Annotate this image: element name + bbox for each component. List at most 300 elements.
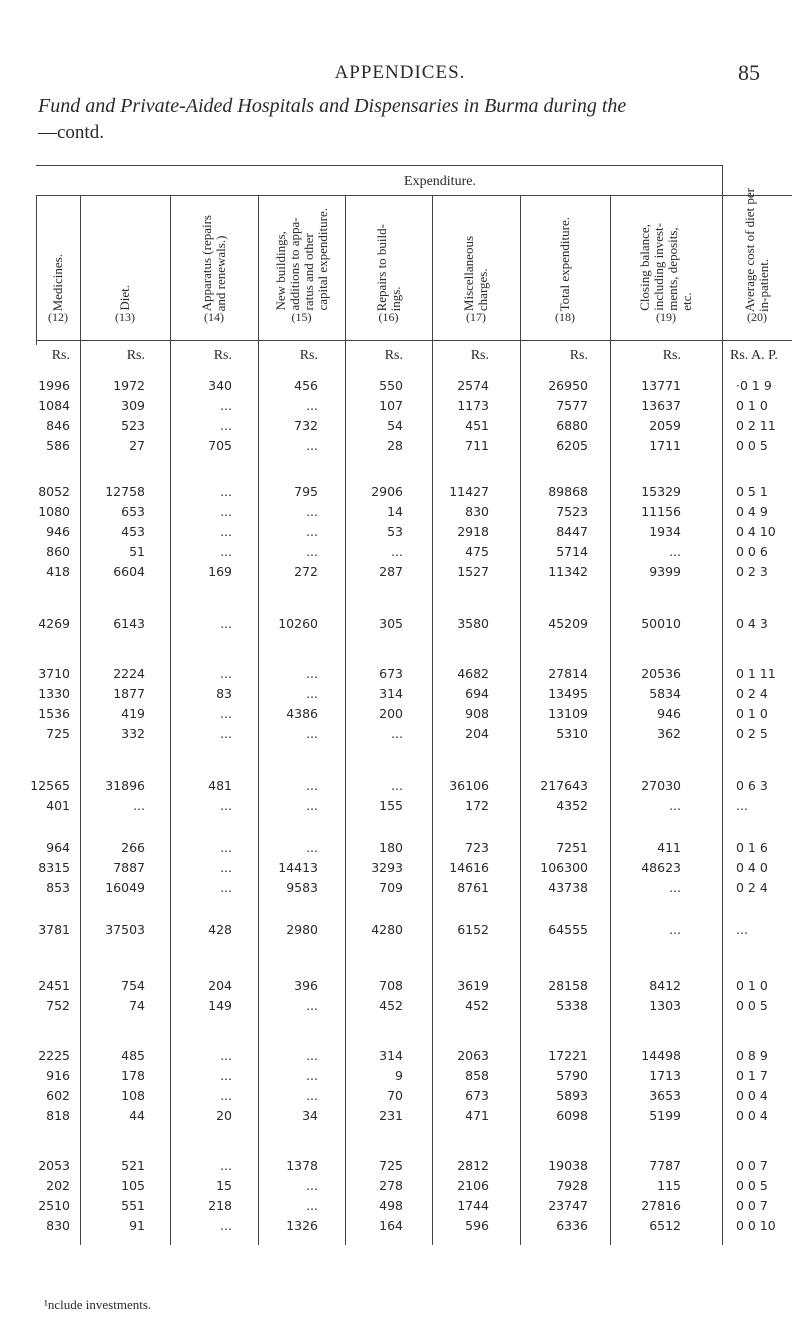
table-cell: 23747 — [548, 1198, 588, 1213]
average-diet-cost: 0 1 11 — [736, 666, 776, 681]
table-cell: 28158 — [548, 978, 588, 993]
column-heading-label: Repairs to build- ings. — [373, 223, 403, 311]
table-cell: 1877 — [113, 686, 145, 701]
table-cell: 27030 — [641, 778, 681, 793]
table-cell: 5790 — [556, 1068, 588, 1083]
table-cell: 14413 — [278, 860, 318, 875]
table-cell: 4269 — [38, 616, 70, 631]
table-cell: 6880 — [556, 418, 588, 433]
table-cell: ... — [220, 398, 232, 413]
table-cell: 217643 — [540, 778, 588, 793]
column-heading-label: Apparatus (repairs and renewals.) — [199, 214, 228, 311]
table-cell: 13495 — [548, 686, 588, 701]
column-heading-label: Miscellaneous charges. — [461, 235, 490, 311]
column-heading-13 — [80, 196, 170, 311]
table-cell: 1713 — [649, 1068, 681, 1083]
table-cell: 401 — [46, 798, 70, 813]
average-diet-cost: 0 0 10 — [736, 1218, 776, 1233]
table-cell: ... — [306, 726, 318, 741]
unit-label: Rs. A. P. — [730, 348, 778, 363]
table-cell: 946 — [46, 524, 70, 539]
table-cell: 15 — [216, 1178, 232, 1193]
table-cell: 475 — [465, 544, 489, 559]
table-cell: 231 — [379, 1108, 403, 1123]
table-cell: 108 — [121, 1088, 145, 1103]
table-cell: 107 — [379, 398, 403, 413]
average-diet-cost: 0 0 5 — [736, 438, 768, 453]
column-heading-label: Diet. — [117, 285, 132, 311]
table-cell: 172 — [465, 798, 489, 813]
average-diet-cost: 0 1 6 — [736, 840, 768, 855]
table-cell: 74 — [129, 998, 145, 1013]
average-diet-cost: 0 0 5 — [736, 1178, 768, 1193]
table-cell: 45209 — [548, 616, 588, 631]
table-cell: 169 — [208, 564, 232, 579]
table-cell: 1173 — [457, 398, 489, 413]
column-number: (12) — [48, 310, 68, 324]
table-cell: 1378 — [286, 1158, 318, 1173]
table-cell: ... — [391, 544, 403, 559]
column-number: (13) — [115, 310, 135, 324]
average-diet-cost: 0 1 7 — [736, 1068, 768, 1083]
table-cell: ... — [220, 860, 232, 875]
table-cell: 309 — [121, 398, 145, 413]
table-cell: ... — [220, 616, 232, 631]
table-cell: ... — [220, 524, 232, 539]
table-cell: 908 — [465, 706, 489, 721]
column-number: (19) — [656, 310, 676, 324]
table-cell: 105 — [121, 1178, 145, 1193]
table-cell: ... — [306, 504, 318, 519]
table-cell: 8447 — [556, 524, 588, 539]
table-cell: 4386 — [286, 706, 318, 721]
average-diet-cost: 0 2 11 — [736, 418, 776, 433]
table-title-continued: —contd. — [38, 122, 104, 143]
column-heading-label: Total expenditure. — [557, 216, 572, 311]
table-cell: 596 — [465, 1218, 489, 1233]
table-cell: 694 — [465, 686, 489, 701]
column-number: (18) — [555, 310, 575, 324]
table-cell: 115 — [657, 1178, 681, 1193]
column-divider — [722, 165, 723, 1245]
table-cell: 272 — [294, 564, 318, 579]
average-diet-cost: 0 4 9 — [736, 504, 768, 519]
average-diet-cost: 0 0 6 — [736, 544, 768, 559]
table-cell: 6152 — [457, 922, 489, 937]
table-cell: 180 — [379, 840, 403, 855]
table-cell: 27816 — [641, 1198, 681, 1213]
table-cell: 14498 — [641, 1048, 681, 1063]
table-cell: 12565 — [30, 778, 70, 793]
table-cell: 1744 — [457, 1198, 489, 1213]
table-cell: 266 — [121, 840, 145, 855]
table-cell: 53 — [387, 524, 403, 539]
column-heading-label: Medicines. — [50, 253, 65, 311]
table-cell: 456 — [294, 378, 318, 393]
table-cell: 1711 — [649, 438, 681, 453]
table-cell: 37503 — [105, 922, 145, 937]
table-cell: 725 — [379, 1158, 403, 1173]
column-heading-19 — [610, 196, 722, 311]
table-cell: 11156 — [641, 504, 681, 519]
table-cell: ... — [220, 1218, 232, 1233]
table-cell: 4682 — [457, 666, 489, 681]
column-heading-16 — [345, 196, 432, 311]
table-cell: 2053 — [38, 1158, 70, 1173]
table-cell: ... — [220, 666, 232, 681]
table-cell: 2106 — [457, 1178, 489, 1193]
table-cell: 1080 — [38, 504, 70, 519]
table-cell: ... — [220, 1048, 232, 1063]
page-number: 85 — [738, 60, 760, 85]
table-cell: 27 — [129, 438, 145, 453]
table-cell: 723 — [465, 840, 489, 855]
average-diet-cost: 0 4 3 — [736, 616, 768, 631]
average-diet-cost: 0 2 3 — [736, 564, 768, 579]
column-number: (16) — [378, 310, 399, 324]
column-heading-14 — [170, 196, 258, 311]
table-cell: ... — [306, 840, 318, 855]
table-cell: ... — [306, 1088, 318, 1103]
table-cell: ... — [220, 1088, 232, 1103]
average-diet-cost: 0 0 7 — [736, 1198, 768, 1213]
table-cell: ... — [306, 1068, 318, 1083]
table-cell: 732 — [294, 418, 318, 433]
average-diet-cost: 0 1 0 — [736, 398, 768, 413]
table-cell: 3781 — [38, 922, 70, 937]
average-diet-cost: 0 0 7 — [736, 1158, 768, 1173]
table-cell: 396 — [294, 978, 318, 993]
table-cell: 725 — [46, 726, 70, 741]
table-cell: ... — [220, 1068, 232, 1083]
table-cell: 9 — [395, 1068, 403, 1083]
average-diet-cost: 0 5 1 — [736, 484, 768, 499]
table-cell: 481 — [208, 778, 232, 793]
column-number: (17) — [466, 310, 486, 324]
average-diet-cost: 0 8 9 — [736, 1048, 768, 1063]
table-cell: ... — [220, 880, 232, 895]
table-cell: 853 — [46, 880, 70, 895]
table-cell: 858 — [465, 1068, 489, 1083]
table-cell: 5834 — [649, 686, 681, 701]
table-cell: 2906 — [371, 484, 403, 499]
unit-label: Rs. — [299, 348, 318, 363]
table-cell: 15329 — [641, 484, 681, 499]
table-cell: 36106 — [449, 778, 489, 793]
table-rule — [36, 340, 792, 341]
column-number: (15) — [291, 310, 312, 324]
table-cell: 754 — [121, 978, 145, 993]
table-cell: 6098 — [556, 1108, 588, 1123]
table-cell: 7523 — [556, 504, 588, 519]
table-cell: ... — [220, 1158, 232, 1173]
expenditure-header: Expenditure. — [404, 174, 476, 189]
unit-label: Rs. — [126, 348, 145, 363]
table-cell: 551 — [121, 1198, 145, 1213]
table-cell: ... — [306, 398, 318, 413]
table-cell: ... — [669, 880, 681, 895]
column-heading-18 — [520, 196, 610, 311]
table-cell: 178 — [121, 1068, 145, 1083]
table-cell: 7787 — [649, 1158, 681, 1173]
column-number: (14) — [204, 310, 224, 324]
table-cell: 485 — [121, 1048, 145, 1063]
unit-label: Rs. — [213, 348, 232, 363]
table-cell: 498 — [379, 1198, 403, 1213]
table-cell: 14 — [387, 504, 403, 519]
table-cell: 860 — [46, 544, 70, 559]
table-cell: 27814 — [548, 666, 588, 681]
table-cell: ... — [306, 438, 318, 453]
table-cell: 340 — [208, 378, 232, 393]
table-cell: 6143 — [113, 616, 145, 631]
table-cell: ... — [669, 798, 681, 813]
table-cell: ... — [306, 524, 318, 539]
table-cell: ... — [220, 798, 232, 813]
table-cell: 818 — [46, 1108, 70, 1123]
table-cell: 673 — [379, 666, 403, 681]
table-cell: 106300 — [540, 860, 588, 875]
table-cell: 7577 — [556, 398, 588, 413]
table-cell: ... — [306, 544, 318, 559]
table-cell: 2980 — [286, 922, 318, 937]
table-cell: ... — [220, 726, 232, 741]
table-cell: 1303 — [649, 998, 681, 1013]
table-cell: 91 — [129, 1218, 145, 1233]
table-cell: 314 — [379, 686, 403, 701]
column-number: (20) — [747, 310, 767, 324]
table-cell: 34 — [302, 1108, 318, 1123]
column-heading-12 — [36, 196, 80, 311]
table-cell: 28 — [387, 438, 403, 453]
average-diet-cost: 0 1 0 — [736, 706, 768, 721]
table-cell: ... — [306, 798, 318, 813]
table-cell: 20 — [216, 1108, 232, 1123]
average-diet-cost: 0 4 0 — [736, 860, 768, 875]
table-cell: 946 — [657, 706, 681, 721]
table-cell: 711 — [465, 438, 489, 453]
table-cell: 2225 — [38, 1048, 70, 1063]
table-cell: 2812 — [457, 1158, 489, 1173]
average-diet-cost: 0 0 4 — [736, 1108, 768, 1123]
table-cell: 204 — [465, 726, 489, 741]
table-cell: 11427 — [449, 484, 489, 499]
table-cell: 9583 — [286, 880, 318, 895]
table-cell: 43738 — [548, 880, 588, 895]
table-cell: ... — [391, 726, 403, 741]
table-cell: 523 — [121, 418, 145, 433]
table-cell: 471 — [465, 1108, 489, 1123]
table-cell: 1972 — [113, 378, 145, 393]
table-cell: 200 — [379, 706, 403, 721]
table-cell: 362 — [657, 726, 681, 741]
table-cell: 795 — [294, 484, 318, 499]
table-cell: 3619 — [457, 978, 489, 993]
table-cell: 653 — [121, 504, 145, 519]
table-cell: 89868 — [548, 484, 588, 499]
unit-label: Rs. — [384, 348, 403, 363]
table-cell: 2224 — [113, 666, 145, 681]
table-cell: 752 — [46, 998, 70, 1013]
table-cell: 3710 — [38, 666, 70, 681]
average-diet-cost: 0 6 3 — [736, 778, 768, 793]
table-cell: ... — [220, 484, 232, 499]
table-cell: ... — [391, 778, 403, 793]
table-cell: 1934 — [649, 524, 681, 539]
table-cell: 418 — [46, 564, 70, 579]
table-cell: 50010 — [641, 616, 681, 631]
running-head: APPENDICES. — [334, 62, 466, 83]
average-diet-cost: 0 2 5 — [736, 726, 768, 741]
table-cell: 19038 — [548, 1158, 588, 1173]
table-cell: 8761 — [457, 880, 489, 895]
table-cell: 5714 — [556, 544, 588, 559]
table-cell: 2574 — [457, 378, 489, 393]
table-cell: 70 — [387, 1088, 403, 1103]
average-diet-cost: 0 2 4 — [736, 880, 768, 895]
table-cell: 1330 — [38, 686, 70, 701]
table-cell: 1996 — [38, 378, 70, 393]
table-cell: 5199 — [649, 1108, 681, 1123]
table-cell: 673 — [465, 1088, 489, 1103]
table-cell: 8315 — [38, 860, 70, 875]
table-cell: 278 — [379, 1178, 403, 1193]
table-cell: 305 — [379, 616, 403, 631]
table-cell: 3580 — [457, 616, 489, 631]
table-cell: 2510 — [38, 1198, 70, 1213]
table-cell: 83 — [216, 686, 232, 701]
table-cell: ... — [306, 666, 318, 681]
footnote: ¹nclude investments. — [44, 1297, 152, 1312]
table-cell: 11342 — [548, 564, 588, 579]
table-cell: 7251 — [556, 840, 588, 855]
table-cell: 48623 — [641, 860, 681, 875]
table-cell: 2451 — [38, 978, 70, 993]
column-heading-label: Average cost of diet per in-patient. — [742, 188, 771, 312]
table-cell: ... — [306, 686, 318, 701]
table-cell: 6512 — [649, 1218, 681, 1233]
table-cell: 13109 — [548, 706, 588, 721]
table-cell: 7887 — [113, 860, 145, 875]
table-cell: 1084 — [38, 398, 70, 413]
table-cell: ... — [220, 544, 232, 559]
table-cell: 2059 — [649, 418, 681, 433]
average-diet-cost: 0 4 10 — [736, 524, 776, 539]
table-cell: 14616 — [449, 860, 489, 875]
table-cell: 6604 — [113, 564, 145, 579]
table-cell: 149 — [208, 998, 232, 1013]
table-cell: ... — [220, 840, 232, 855]
table-cell: 586 — [46, 438, 70, 453]
table-cell: 411 — [657, 840, 681, 855]
column-heading-15 — [258, 196, 345, 311]
table-cell: 453 — [121, 524, 145, 539]
table-cell: ... — [306, 1048, 318, 1063]
table-cell: 64555 — [548, 922, 588, 937]
table-cell: 7928 — [556, 1178, 588, 1193]
table-cell: 8052 — [38, 484, 70, 499]
table-cell: 846 — [46, 418, 70, 433]
table-cell: 830 — [46, 1218, 70, 1233]
table-cell: 10260 — [278, 616, 318, 631]
table-cell: 17221 — [548, 1048, 588, 1063]
average-diet-cost: 0 1 0 — [736, 978, 768, 993]
table-cell: 3653 — [649, 1088, 681, 1103]
column-heading-label: New buildings, additions to appa- ratus and other capital expenditure. — [272, 208, 330, 311]
table-cell: 830 — [465, 504, 489, 519]
table-cell: 916 — [46, 1068, 70, 1083]
table-cell: 4280 — [371, 922, 403, 937]
table-cell: 709 — [379, 880, 403, 895]
table-cell: 54 — [387, 418, 403, 433]
table-cell: ... — [306, 1178, 318, 1193]
table-cell: ... — [133, 798, 145, 813]
table-cell: 13771 — [641, 378, 681, 393]
table-cell: 204 — [208, 978, 232, 993]
average-diet-cost: ... — [736, 798, 748, 813]
table-cell: ... — [220, 706, 232, 721]
table-cell: 26950 — [548, 378, 588, 393]
table-cell: 705 — [208, 438, 232, 453]
column-heading-20 — [722, 172, 792, 312]
table-cell: 602 — [46, 1088, 70, 1103]
unit-label: Rs. — [662, 348, 681, 363]
table-cell: ... — [220, 418, 232, 433]
table-cell: 5310 — [556, 726, 588, 741]
table-cell: ... — [306, 998, 318, 1013]
table-cell: 2918 — [457, 524, 489, 539]
table-cell: 451 — [465, 418, 489, 433]
table-cell: 332 — [121, 726, 145, 741]
table-cell: 12758 — [105, 484, 145, 499]
unit-label: Rs. — [470, 348, 489, 363]
table-cell: 550 — [379, 378, 403, 393]
table-top-rule — [36, 165, 722, 166]
table-cell: 16049 — [105, 880, 145, 895]
table-cell: ... — [306, 778, 318, 793]
table-cell: 8412 — [649, 978, 681, 993]
table-cell: 452 — [379, 998, 403, 1013]
column-heading-label: Closing balance, including invest- ments, deposits, etc. — [637, 223, 694, 311]
average-diet-cost: 0 2 4 — [736, 686, 768, 701]
table-cell: 1527 — [457, 564, 489, 579]
average-diet-cost: ·0 1 9 — [736, 378, 772, 393]
table-cell: 419 — [121, 706, 145, 721]
unit-label: Rs. — [51, 348, 70, 363]
table-cell: 287 — [379, 564, 403, 579]
table-cell: 164 — [379, 1218, 403, 1233]
table-cell: 6205 — [556, 438, 588, 453]
table-cell: ... — [306, 1198, 318, 1213]
table-cell: 521 — [121, 1158, 145, 1173]
table-cell: 1536 — [38, 706, 70, 721]
table-cell: 708 — [379, 978, 403, 993]
average-diet-cost: ... — [736, 922, 748, 937]
table-cell: 51 — [129, 544, 145, 559]
average-diet-cost: 0 0 4 — [736, 1088, 768, 1103]
table-cell: 6336 — [556, 1218, 588, 1233]
table-cell: 9399 — [649, 564, 681, 579]
table-cell: 3293 — [371, 860, 403, 875]
table-cell: 4352 — [556, 798, 588, 813]
table-cell: 314 — [379, 1048, 403, 1063]
table-cell: 5893 — [556, 1088, 588, 1103]
table-cell: 31896 — [105, 778, 145, 793]
table-cell: ... — [669, 922, 681, 937]
table-cell: 202 — [46, 1178, 70, 1193]
table-cell: ... — [220, 504, 232, 519]
table-cell: 452 — [465, 998, 489, 1013]
